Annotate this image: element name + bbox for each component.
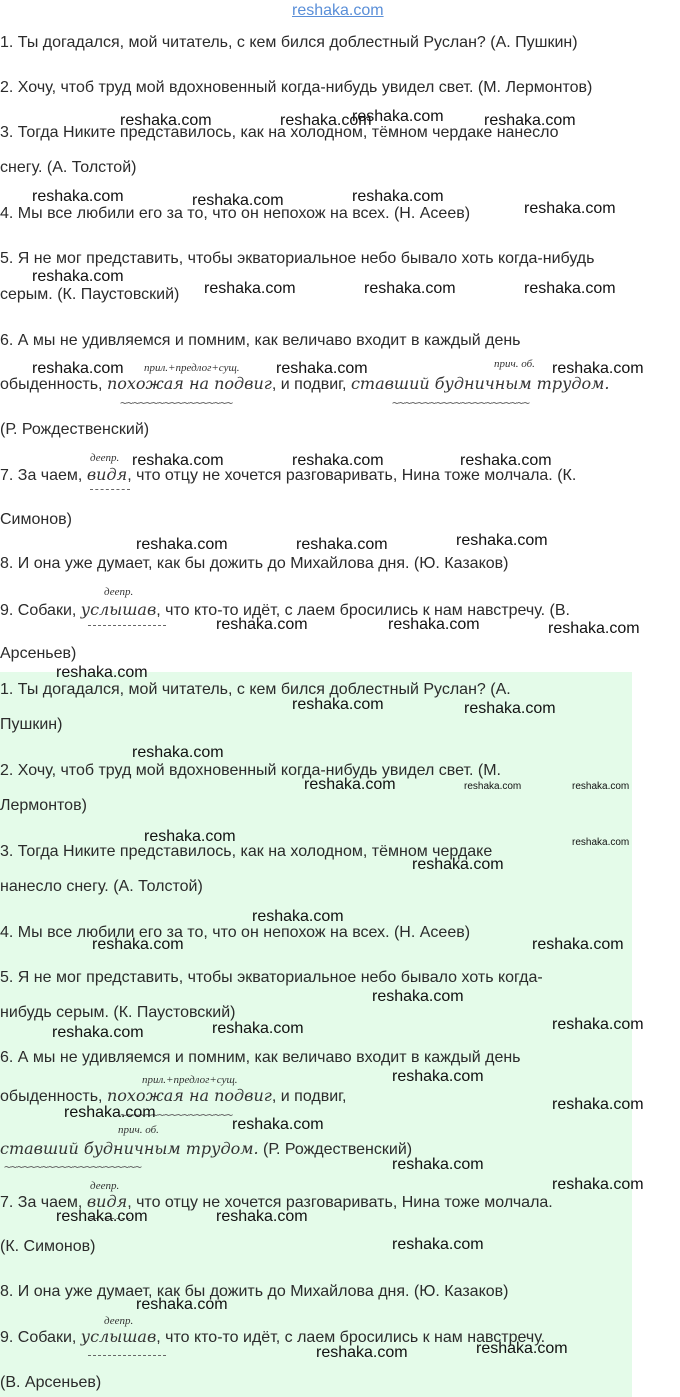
- dash-dot-underline: [90, 489, 130, 490]
- text: , и подвиг,: [271, 1088, 347, 1105]
- watermark: reshaka.com: [136, 1296, 228, 1313]
- text: , что отцу не хочется разговаривать, Нина тоже молчала.: [127, 1194, 553, 1211]
- annotation-gerund: деепр.: [90, 1180, 120, 1192]
- annotation-participle: прич. об.: [118, 1124, 159, 1136]
- text: обыденность,: [0, 376, 103, 393]
- watermark: reshaka.com: [144, 828, 236, 845]
- watermark: reshaka.com: [548, 620, 640, 637]
- watermark: reshaka.com: [52, 1024, 144, 1041]
- handwritten-word: видя: [86, 465, 128, 484]
- handwritten-phrase: похожая на подвиг: [106, 1086, 272, 1105]
- annotation-gerund: деепр.: [104, 1315, 134, 1327]
- watermark: reshaka.com: [532, 936, 624, 953]
- answer-sentence-2-line-1: 2. Хочу, чтоб труд мой вдохновенный когда-нибудь увидел свет. (М.: [0, 762, 501, 779]
- sentence-2: 2. Хочу, чтоб труд мой вдохновенный когда-нибудь увидел свет. (М. Лермонтов): [0, 79, 593, 96]
- watermark: reshaka.com: [252, 908, 344, 925]
- sentence-1: 1. Ты догадался, мой читатель, с кем бился доблестный Руслан? (А. Пушкин): [0, 34, 578, 51]
- watermark: reshaka.com: [32, 268, 124, 285]
- answer-sentence-8: 8. И она уже думает, как бы дожить до Михайлова дня. (Ю. Казаков): [0, 1283, 509, 1300]
- text: (Р. Рождественский): [263, 1141, 413, 1158]
- watermark: reshaka.com: [132, 744, 224, 761]
- wavy-underline: ~~~~~~~~~~~~~~~~~~: [120, 396, 233, 410]
- watermark: reshaka.com: [456, 532, 548, 549]
- watermark: reshaka.com: [204, 280, 296, 297]
- watermark: reshaka.com: [352, 108, 444, 125]
- annotation-participle: прич. об.: [494, 358, 535, 370]
- answer-sentence-3-line-2: нанесло снегу. (А. Толстой): [0, 878, 203, 895]
- watermark: reshaka.com: [276, 360, 368, 377]
- annotation-gerund: деепр.: [90, 452, 120, 464]
- answer-sentence-6-line-3: [0, 1139, 412, 1160]
- watermark: reshaka.com: [524, 200, 616, 217]
- answer-sentence-7-line-2: (К. Симонов): [0, 1238, 96, 1255]
- text: 9. Собаки,: [0, 1329, 77, 1346]
- annotation-adj-phrase: прил.+предлог+сущ.: [142, 1074, 238, 1086]
- wavy-underline: ~~~~~~~~~~~~~~~~~~: [120, 1108, 233, 1122]
- sentence-8: 8. И она уже думает, как бы дожить до Михайлова дня. (Ю. Казаков): [0, 555, 509, 572]
- watermark: reshaka.com: [64, 1104, 156, 1121]
- handwritten-phrase: ставший будничным трудом.: [350, 374, 610, 393]
- watermark: reshaka.com: [388, 616, 480, 633]
- site-link[interactable]: reshaka.com: [292, 2, 384, 19]
- watermark: reshaka.com: [372, 988, 464, 1005]
- text: 7. За чаем,: [0, 1194, 83, 1211]
- watermark: reshaka.com: [232, 1116, 324, 1133]
- watermark: reshaka.com: [212, 1020, 304, 1037]
- watermark: reshaka.com: [32, 360, 124, 377]
- text: , что кто-то идёт, с лаем бросились к нам навстречу.: [156, 1329, 546, 1346]
- watermark: reshaka.com: [412, 856, 504, 873]
- sentence-6-line-1: 6. А мы не удивляемся и помним, как величаво входит в каждый день: [0, 332, 521, 349]
- sentence-5-line-1: 5. Я не мог представить, чтобы экваториальное небо бывало хоть когда-нибудь: [0, 250, 595, 267]
- watermark: reshaka.com: [460, 452, 552, 469]
- sentence-5-line-2: серым. (К. Паустовский): [0, 286, 180, 303]
- watermark: reshaka.com: [392, 1068, 484, 1085]
- handwritten-word: услышав: [80, 1327, 157, 1346]
- watermark: reshaka.com: [192, 192, 284, 209]
- text: 7. За чаем,: [0, 467, 83, 484]
- answer-sentence-6-line-2: [0, 1086, 346, 1107]
- answer-sentence-9-line-1: [0, 1327, 545, 1348]
- text: , что кто-то идёт, с лаем бросились к нам навстречу. (В.: [156, 602, 570, 619]
- watermark: reshaka.com: [364, 280, 456, 297]
- answer-sentence-6-line-1: 6. А мы не удивляемся и помним, как величаво входит в каждый день: [0, 1049, 521, 1066]
- handwritten-phrase: ставший будничным трудом.: [0, 1139, 259, 1158]
- watermark: reshaka.com: [524, 280, 616, 297]
- watermark: reshaka.com: [136, 536, 228, 553]
- watermark: reshaka.com: [464, 781, 522, 792]
- annotation-gerund: деепр.: [104, 586, 134, 598]
- sentence-4: 4. Мы все любили его за то, что он непохож на всех. (Н. Асеев): [0, 205, 471, 222]
- watermark: reshaka.com: [552, 360, 644, 377]
- sentence-3-line-1: 3. Тогда Никите представилось, как на холодном, тёмном чердаке нанесло: [0, 124, 559, 141]
- watermark: reshaka.com: [352, 188, 444, 205]
- watermark: reshaka.com: [552, 1176, 644, 1193]
- text: , что отцу не хочется разговаривать, Нина тоже молчала. (К.: [127, 467, 577, 484]
- watermark: reshaka.com: [92, 936, 184, 953]
- watermark: reshaka.com: [552, 1096, 644, 1113]
- watermark: reshaka.com: [56, 664, 148, 681]
- wavy-underline: ~~~~~~~~~~~~~~~~~~~~~~: [4, 1160, 141, 1174]
- answer-sentence-9-line-2: (В. Арсеньев): [0, 1374, 102, 1391]
- answer-sentence-1-line-1: 1. Ты догадался, мой читатель, с кем бился доблестный Руслан? (А.: [0, 681, 511, 698]
- watermark: reshaka.com: [280, 112, 372, 129]
- watermark: reshaka.com: [392, 1156, 484, 1173]
- watermark: reshaka.com: [476, 1340, 568, 1357]
- watermark: reshaka.com: [552, 1016, 644, 1033]
- sentence-7-line-2: Симонов): [0, 511, 72, 528]
- watermark: reshaka.com: [216, 1208, 308, 1225]
- handwritten-word: услышав: [80, 600, 157, 619]
- text: , и подвиг,: [271, 376, 347, 393]
- watermark: reshaka.com: [572, 837, 630, 848]
- watermark: reshaka.com: [304, 776, 396, 793]
- watermark: reshaka.com: [56, 1208, 148, 1225]
- watermark: reshaka.com: [316, 1344, 408, 1361]
- wavy-underline: ~~~~~~~~~~~~~~~~~~~~~~: [392, 396, 529, 410]
- dash-dot-underline: [88, 1355, 166, 1356]
- watermark: reshaka.com: [296, 536, 388, 553]
- watermark: reshaka.com: [572, 781, 630, 792]
- watermark: reshaka.com: [484, 112, 576, 129]
- sentence-9-line-2: Арсеньев): [0, 645, 77, 662]
- watermark: reshaka.com: [464, 700, 556, 717]
- sentence-6-line-3: (Р. Рождественский): [0, 421, 150, 438]
- handwritten-phrase: похожая на подвиг: [106, 374, 272, 393]
- watermark: reshaka.com: [216, 616, 308, 633]
- watermark: reshaka.com: [120, 112, 212, 129]
- answer-sentence-5-line-2: нибудь серым. (К. Паустовский): [0, 1004, 236, 1021]
- dash-dot-underline: [88, 625, 166, 626]
- answer-sentence-2-line-2: Лермонтов): [0, 797, 87, 814]
- annotation-adj-phrase: прил.+предлог+сущ.: [144, 362, 240, 374]
- watermark: reshaka.com: [292, 696, 384, 713]
- text: 9. Собаки,: [0, 602, 77, 619]
- answer-sentence-4: 4. Мы все любили его за то, что он непохож на всех. (Н. Асеев): [0, 924, 471, 941]
- watermark: reshaka.com: [292, 452, 384, 469]
- watermark: reshaka.com: [392, 1236, 484, 1253]
- text: обыденность,: [0, 1088, 103, 1105]
- sentence-3-line-2: снегу. (А. Толстой): [0, 159, 137, 176]
- handwritten-word: видя: [86, 1192, 128, 1211]
- watermark: reshaka.com: [132, 452, 224, 469]
- answer-sentence-5-line-1: 5. Я не мог представить, чтобы экваториальное небо бывало хоть когда-: [0, 969, 543, 986]
- answer-sentence-3-line-1: 3. Тогда Никите представилось, как на холодном, тёмном чердаке: [0, 843, 493, 860]
- answer-sentence-1-line-2: Пушкин): [0, 716, 63, 733]
- watermark: reshaka.com: [32, 188, 124, 205]
